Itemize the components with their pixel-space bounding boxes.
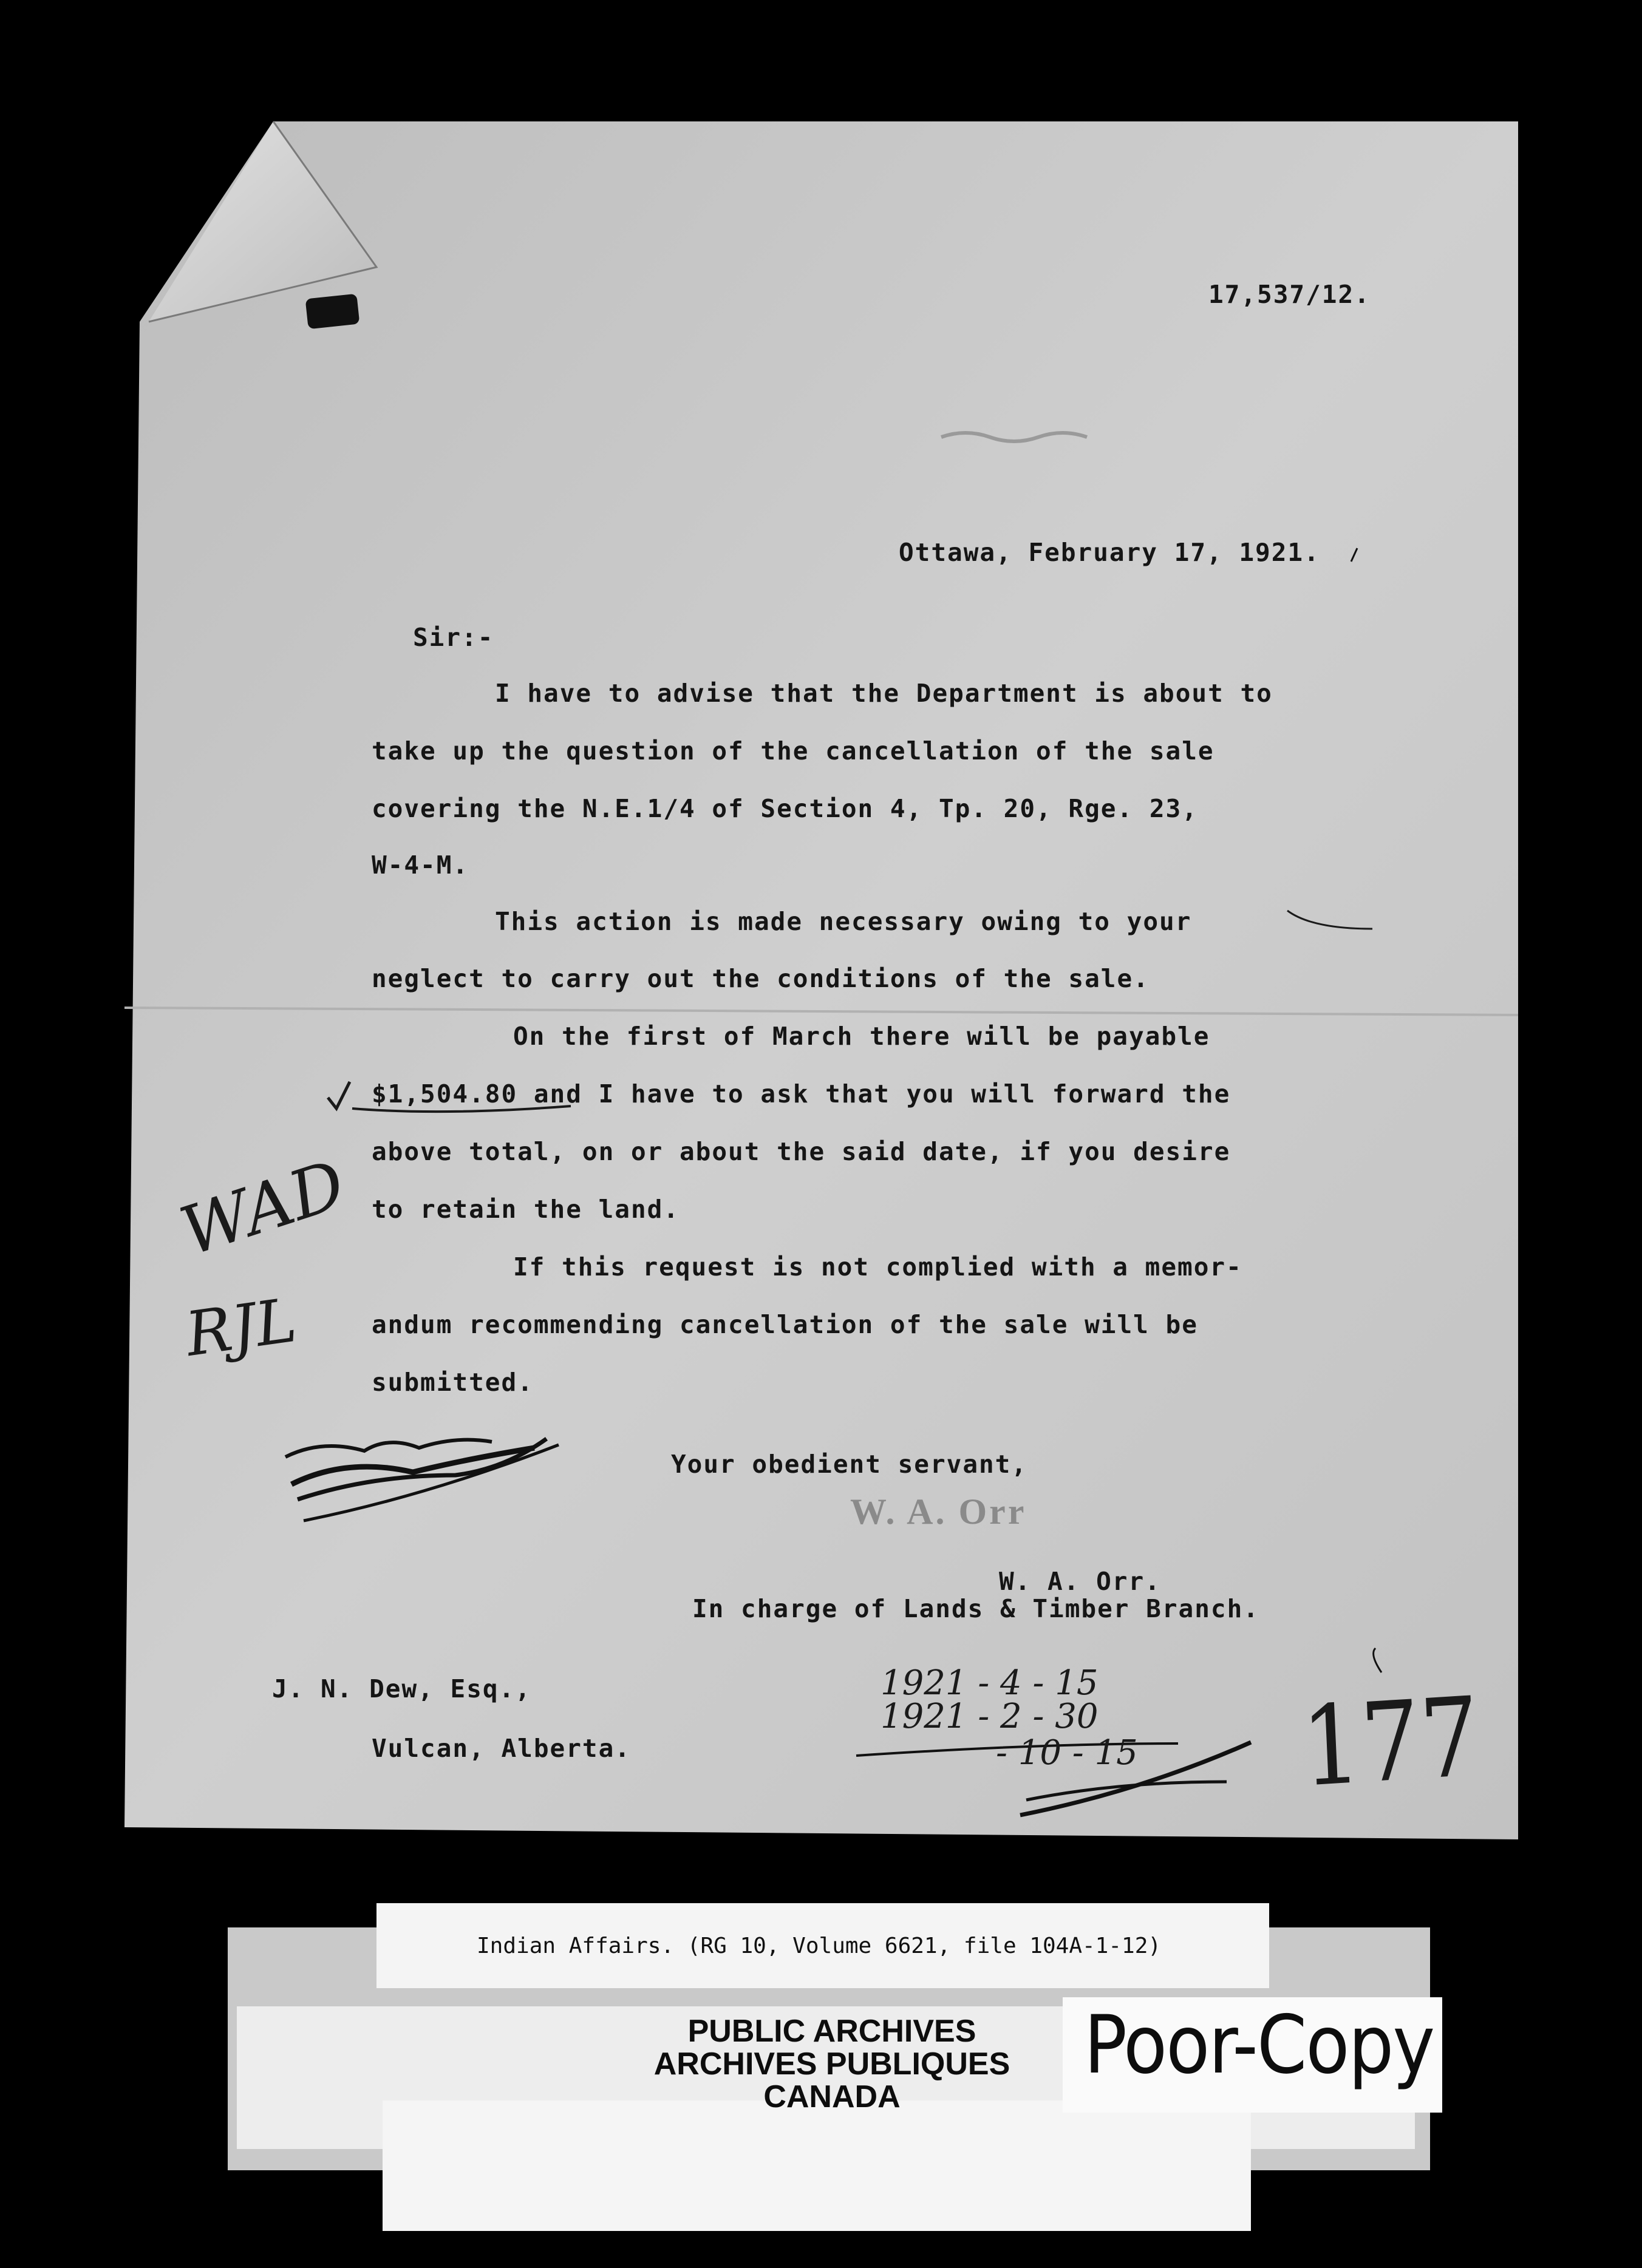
archive-stamp-line-1: PUBLIC ARCHIVES xyxy=(687,2014,976,2049)
public-archives-stamp xyxy=(619,2015,1044,2114)
poor-copy-note: Poor-Copy xyxy=(1084,1997,1434,2092)
signature-stamp: W. A. Orr xyxy=(850,1492,1027,1532)
handwritten-calc-line-1: 1921 - 4 - 15 xyxy=(881,1663,1099,1703)
body-line-9: above total, on or about the said date, if you desire xyxy=(372,1137,1231,1166)
body-line-7: On the first of March there will be payable xyxy=(513,1022,1210,1051)
body-line-3: covering the N.E.1/4 of Section 4, Tp. 20, Rge. 23, xyxy=(372,794,1198,823)
addressee-place: Vulcan, Alberta. xyxy=(372,1734,631,1763)
salutation: Sir:- xyxy=(413,623,494,652)
date-line: Ottawa, February 17, 1921. xyxy=(899,538,1320,567)
body-line-12: andum recommending cancellation of the sale will be xyxy=(372,1310,1198,1339)
body-line-4: W-4-M. xyxy=(372,850,469,880)
archive-stamp-line-2: ARCHIVES PUBLIQUES xyxy=(653,2046,1010,2082)
archive-stamp-line-3: CANADA xyxy=(763,2079,901,2114)
body-line-1: I have to advise that the Department is about to xyxy=(495,679,1273,708)
archive-citation: Indian Affairs. (RG 10, Volume 6621, file 104A-1-12) xyxy=(477,1934,1162,1958)
handwritten-calc-line-3: - 10 - 15 xyxy=(996,1733,1138,1773)
handwritten-initials-wad: WAD xyxy=(171,1145,355,1271)
handwritten-calc-line-2: 1921 - 2 - 30 xyxy=(881,1697,1099,1736)
body-line-11: If this request is not complied with a memor- xyxy=(513,1252,1242,1282)
punch-hole-mark xyxy=(305,294,360,330)
signer-name: W. A. Orr. xyxy=(999,1567,1161,1596)
closing: Your obedient servant, xyxy=(671,1450,1028,1479)
signer-title: In charge of Lands & Timber Branch. xyxy=(692,1594,1259,1623)
body-line-13: submitted. xyxy=(372,1368,534,1397)
body-line-10: to retain the land. xyxy=(372,1195,680,1224)
body-line-6: neglect to carry out the conditions of the sale. xyxy=(372,964,1150,993)
handwritten-initials-rjl: RJL xyxy=(181,1284,301,1370)
file-number: 17,537/12. xyxy=(1208,280,1371,309)
body-line-8: $1,504.80 and I have to ask that you will forward the xyxy=(372,1079,1231,1109)
archive-lower-strip xyxy=(383,2100,1251,2231)
handwritten-page-number: 177 xyxy=(1299,1674,1482,1811)
body-line-2: take up the question of the cancellation of the sale xyxy=(372,736,1214,766)
addressee-name: J. N. Dew, Esq., xyxy=(272,1674,531,1703)
body-line-5: This action is made necessary owing to your xyxy=(495,907,1192,936)
